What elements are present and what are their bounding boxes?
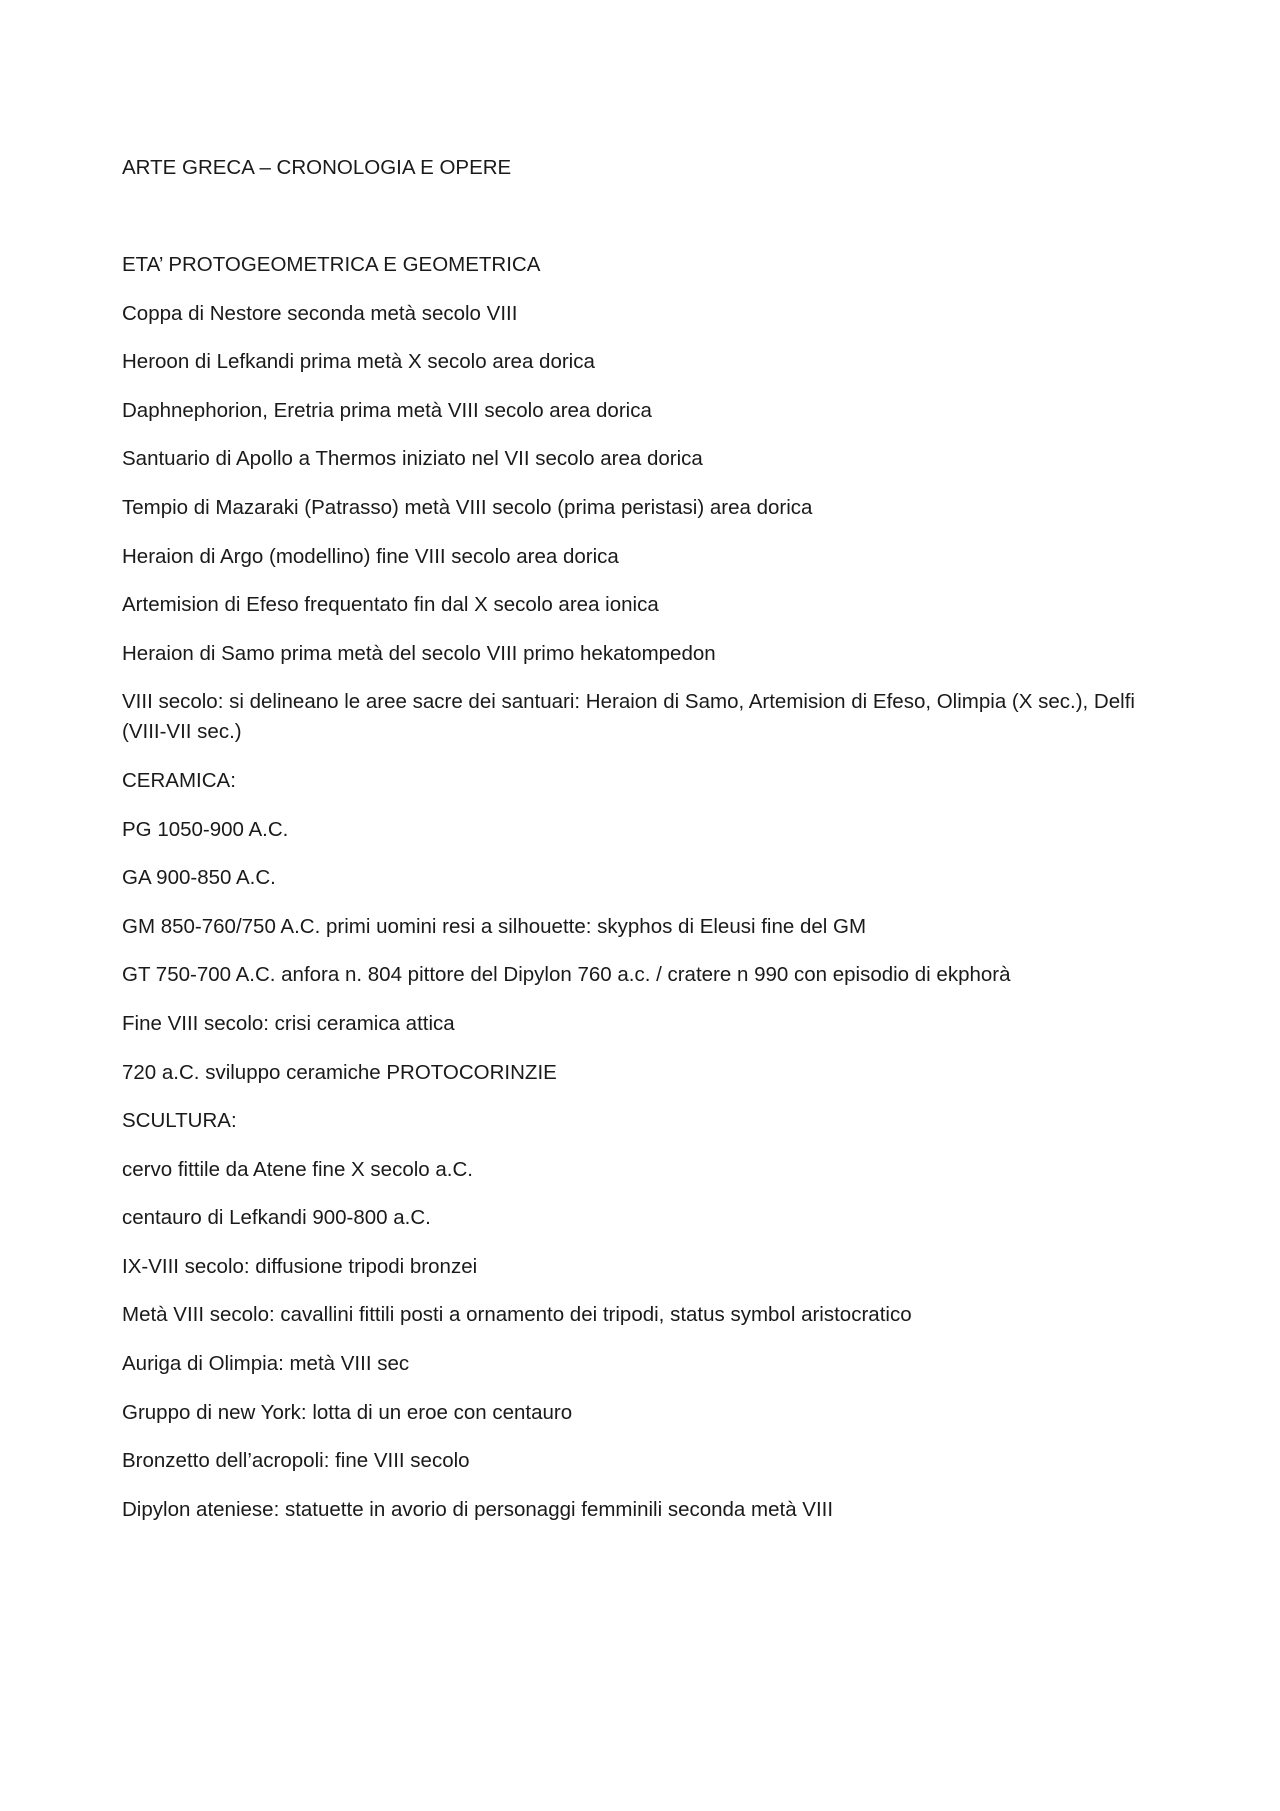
text-line: PG 1050-900 A.C.	[122, 817, 289, 841]
text-line: centauro di Lefkandi 900-800 a.C.	[122, 1206, 431, 1230]
document-body	[122, 250, 1162, 1525]
text-line: Heraion di Argo (modellino) fine VIII secolo area dorica	[122, 544, 619, 568]
text-line: 720 a.C. sviluppo ceramiche PROTOCORINZIE	[122, 1060, 557, 1084]
text-line: Fine VIII secolo: crisi ceramica attica	[122, 1011, 455, 1035]
section-heading-geometric: ETA’ PROTOGEOMETRICA E GEOMETRICA	[122, 253, 541, 276]
text-line: Metà VIII secolo: cavallini fittili posti a ornamento dei tripodi, status symbol aristocratico	[122, 1303, 912, 1327]
text-line: GA 900-850 A.C.	[122, 866, 276, 890]
text-line: Artemision di Efeso frequentato fin dal X secolo area ionica	[122, 593, 659, 617]
text-line: IX-VIII secolo: diffusione tripodi bronzei	[122, 1254, 478, 1278]
text-line: Heroon di Lefkandi prima metà X secolo area dorica	[122, 350, 595, 374]
text-line: Gruppo di new York: lotta di un eroe con centauro	[122, 1400, 573, 1424]
section-heading-scultura: SCULTURA:	[122, 1109, 237, 1133]
text-line: Daphnephorion, Eretria prima metà VIII secolo area dorica	[122, 398, 652, 422]
text-line: GT 750-700 A.C. anfora n. 804 pittore del Dipylon 760 a.c. / cratere n 990 con episodio di ekphorà	[122, 963, 1011, 987]
text-line: Santuario di Apollo a Thermos iniziato nel VII secolo area dorica	[122, 447, 703, 471]
text-line: Auriga di Olimpia: metà VIII sec	[122, 1352, 410, 1376]
section-heading-ceramica: CERAMICA:	[122, 768, 236, 792]
text-line: Heraion di Samo prima metà del secolo VIII primo hekatompedon	[122, 641, 716, 665]
document-title: ARTE GRECA – CRONOLOGIA E OPERE	[122, 156, 512, 179]
text-paragraph: VIII secolo: si delineano le aree sacre dei santuari: Heraion di Samo, Artemision di Efeso, Olimpia (X sec.), Delfi (VIII-VII sec.)	[122, 690, 1135, 744]
text-line: Dipylon ateniese: statuette in avorio di personaggi femminili seconda metà VIII	[122, 1497, 834, 1521]
document-page	[122, 153, 1162, 1543]
text-line: cervo fittile da Atene fine X secolo a.C.	[122, 1157, 473, 1181]
text-line: Bronzetto dell’acropoli: fine VIII secolo	[122, 1449, 470, 1473]
text-line: Coppa di Nestore seconda metà secolo VIII	[122, 301, 518, 325]
text-line: Tempio di Mazaraki (Patrasso) metà VIII secolo (prima peristasi) area dorica	[122, 495, 813, 519]
text-line: GM 850-760/750 A.C. primi uomini resi a silhouette: skyphos di Eleusi fine del GM	[122, 914, 867, 938]
